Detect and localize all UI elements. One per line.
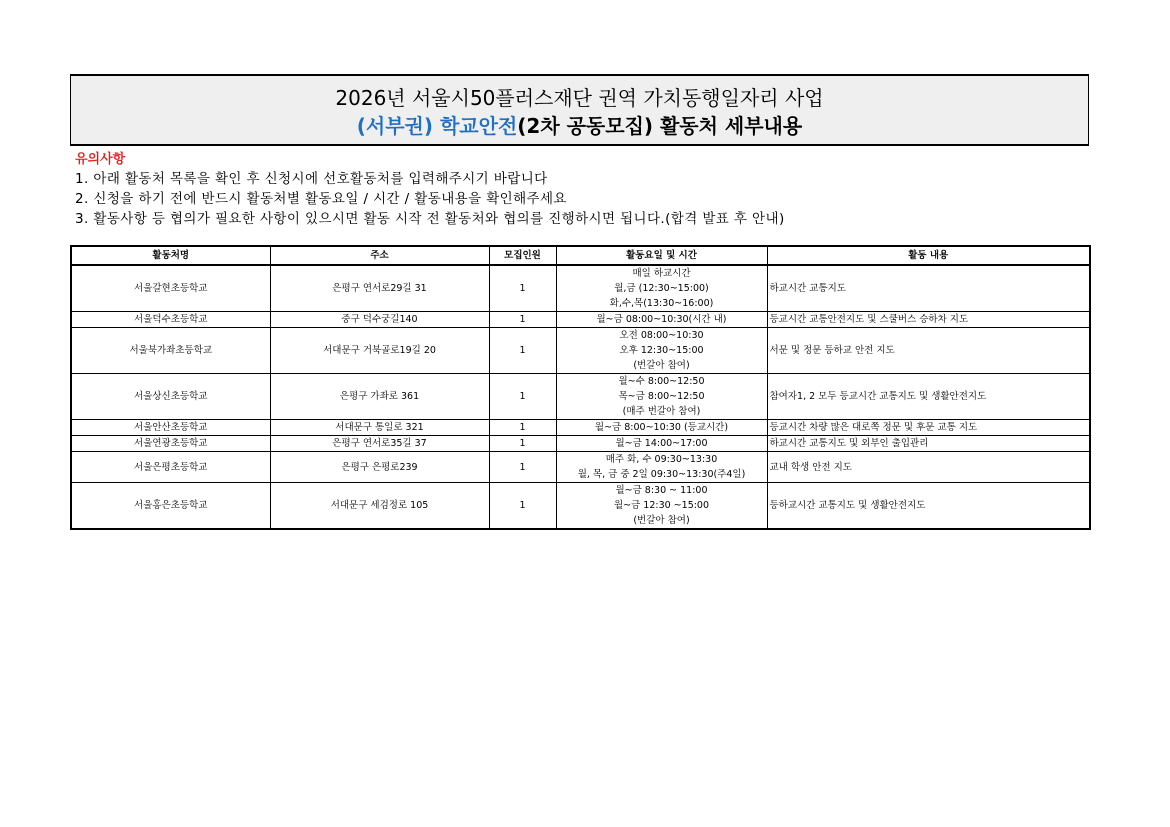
schedule-line: 월, 목, 금 중 2일 09:30~13:30(주4일) bbox=[577, 469, 746, 480]
document-subtitle bbox=[71, 114, 1088, 138]
cell-count: 1 bbox=[489, 452, 556, 483]
table-row bbox=[71, 265, 1090, 312]
schedule-line: 오후 12:30~15:00 bbox=[619, 345, 704, 356]
cell-name: 서울안산초등학교 bbox=[71, 420, 270, 436]
schedule-line: 월~수 8:00~12:50 bbox=[618, 376, 705, 387]
cell-address: 서대문구 거북골로19길 20 bbox=[270, 328, 489, 374]
activity-table bbox=[70, 245, 1091, 530]
table-row bbox=[71, 436, 1090, 452]
cell-schedule bbox=[556, 420, 767, 436]
cell-content: 하교시간 교통지도 bbox=[767, 265, 1090, 312]
cell-schedule bbox=[556, 452, 767, 483]
title-box bbox=[70, 74, 1089, 146]
schedule-line: 월,금 (12:30~15:00) bbox=[614, 283, 709, 294]
cell-content: 참여자1, 2 모두 등교시간 교통지도 및 생활안전지도 bbox=[767, 374, 1090, 420]
subtitle-rest: (2차 공동모집) 활동처 세부내용 bbox=[517, 114, 803, 138]
cell-name: 서울연광초등학교 bbox=[71, 436, 270, 452]
schedule-line: 월~금 08:00~10:30(시간 내) bbox=[596, 314, 727, 325]
schedule-line: 월~금 14:00~17:00 bbox=[615, 438, 708, 449]
cell-count: 1 bbox=[489, 312, 556, 328]
cell-count: 1 bbox=[489, 328, 556, 374]
notice-item: 1. 아래 활동처 목록을 확인 후 신청시에 선호활동처를 입력해주시기 바랍니다 bbox=[75, 171, 548, 187]
cell-schedule bbox=[556, 483, 767, 530]
table-header-row bbox=[71, 246, 1090, 265]
cell-name: 서울홍은초등학교 bbox=[71, 483, 270, 530]
cell-content: 교내 학생 안전 지도 bbox=[767, 452, 1090, 483]
schedule-line: 월~금 8:00~10:30 (등교시간) bbox=[594, 422, 729, 433]
cell-address: 은평구 가좌로 361 bbox=[270, 374, 489, 420]
cell-count: 1 bbox=[489, 420, 556, 436]
header-content: 활동 내용 bbox=[767, 246, 1090, 265]
cell-count: 1 bbox=[489, 483, 556, 530]
schedule-line: 화,수,목(13:30~16:00) bbox=[609, 298, 714, 309]
cell-schedule bbox=[556, 328, 767, 374]
cell-name: 서울상신초등학교 bbox=[71, 374, 270, 420]
table-row bbox=[71, 328, 1090, 374]
schedule-line: (번갈아 참여) bbox=[633, 515, 690, 526]
subtitle-highlight: (서부권) 학교안전 bbox=[356, 114, 518, 138]
schedule-line: 월~금 8:30 ~ 11:00 bbox=[615, 485, 708, 496]
cell-content: 등하교시간 교통지도 및 생활안전지도 bbox=[767, 483, 1090, 530]
table-row bbox=[71, 374, 1090, 420]
cell-content: 하교시간 교통지도 및 외부인 출입관리 bbox=[767, 436, 1090, 452]
cell-schedule bbox=[556, 436, 767, 452]
header-name: 활동처명 bbox=[71, 246, 270, 265]
cell-count: 1 bbox=[489, 436, 556, 452]
cell-address: 서대문구 통일로 321 bbox=[270, 420, 489, 436]
cell-name: 서울갈현초등학교 bbox=[71, 265, 270, 312]
schedule-line: 목~금 8:00~12:50 bbox=[618, 391, 705, 402]
cell-address: 은평구 연서로35길 37 bbox=[270, 436, 489, 452]
cell-schedule bbox=[556, 312, 767, 328]
cell-address: 은평구 연서로29길 31 bbox=[270, 265, 489, 312]
schedule-line: 매일 하교시간 bbox=[632, 268, 691, 279]
schedule-line: 오전 08:00~10:30 bbox=[619, 330, 704, 341]
notice-label: 유의사항 bbox=[75, 152, 126, 167]
cell-count: 1 bbox=[489, 265, 556, 312]
document-title: 2026년 서울시50플러스재단 권역 가치동행일자리 사업 bbox=[335, 86, 824, 110]
table-row bbox=[71, 452, 1090, 483]
cell-name: 서울덕수초등학교 bbox=[71, 312, 270, 328]
table-row bbox=[71, 483, 1090, 530]
cell-content: 서문 및 정문 등하교 안전 지도 bbox=[767, 328, 1090, 374]
cell-name: 서울은평초등학교 bbox=[71, 452, 270, 483]
cell-schedule bbox=[556, 374, 767, 420]
schedule-line: (번갈아 참여) bbox=[633, 360, 690, 371]
cell-content: 등교시간 차량 많은 대로쪽 정문 및 후문 교통 지도 bbox=[767, 420, 1090, 436]
cell-name: 서울북가좌초등학교 bbox=[71, 328, 270, 374]
schedule-line: (매주 번갈아 참여) bbox=[622, 406, 701, 417]
table-row bbox=[71, 312, 1090, 328]
cell-address: 은평구 은평로239 bbox=[270, 452, 489, 483]
table-row bbox=[71, 420, 1090, 436]
cell-address: 서대문구 세검정로 105 bbox=[270, 483, 489, 530]
cell-content: 등교시간 교통안전지도 및 스쿨버스 승하차 지도 bbox=[767, 312, 1090, 328]
cell-schedule bbox=[556, 265, 767, 312]
cell-count: 1 bbox=[489, 374, 556, 420]
schedule-line: 매주 화, 수 09:30~13:30 bbox=[605, 454, 718, 465]
schedule-line: 월~금 12:30 ~15:00 bbox=[613, 500, 710, 511]
header-count: 모집인원 bbox=[489, 246, 556, 265]
notice-item: 3. 활동사항 등 협의가 필요한 사항이 있으시면 활동 시작 전 활동처와 협의를 진행하시면 됩니다.(합격 발표 후 안내) bbox=[75, 211, 785, 227]
cell-address: 중구 덕수궁길140 bbox=[270, 312, 489, 328]
notice-item: 2. 신청을 하기 전에 반드시 활동처별 활동요일 / 시간 / 활동내용을 확인해주세요 bbox=[75, 191, 567, 207]
header-address: 주소 bbox=[270, 246, 489, 265]
header-schedule: 활동요일 및 시간 bbox=[556, 246, 767, 265]
